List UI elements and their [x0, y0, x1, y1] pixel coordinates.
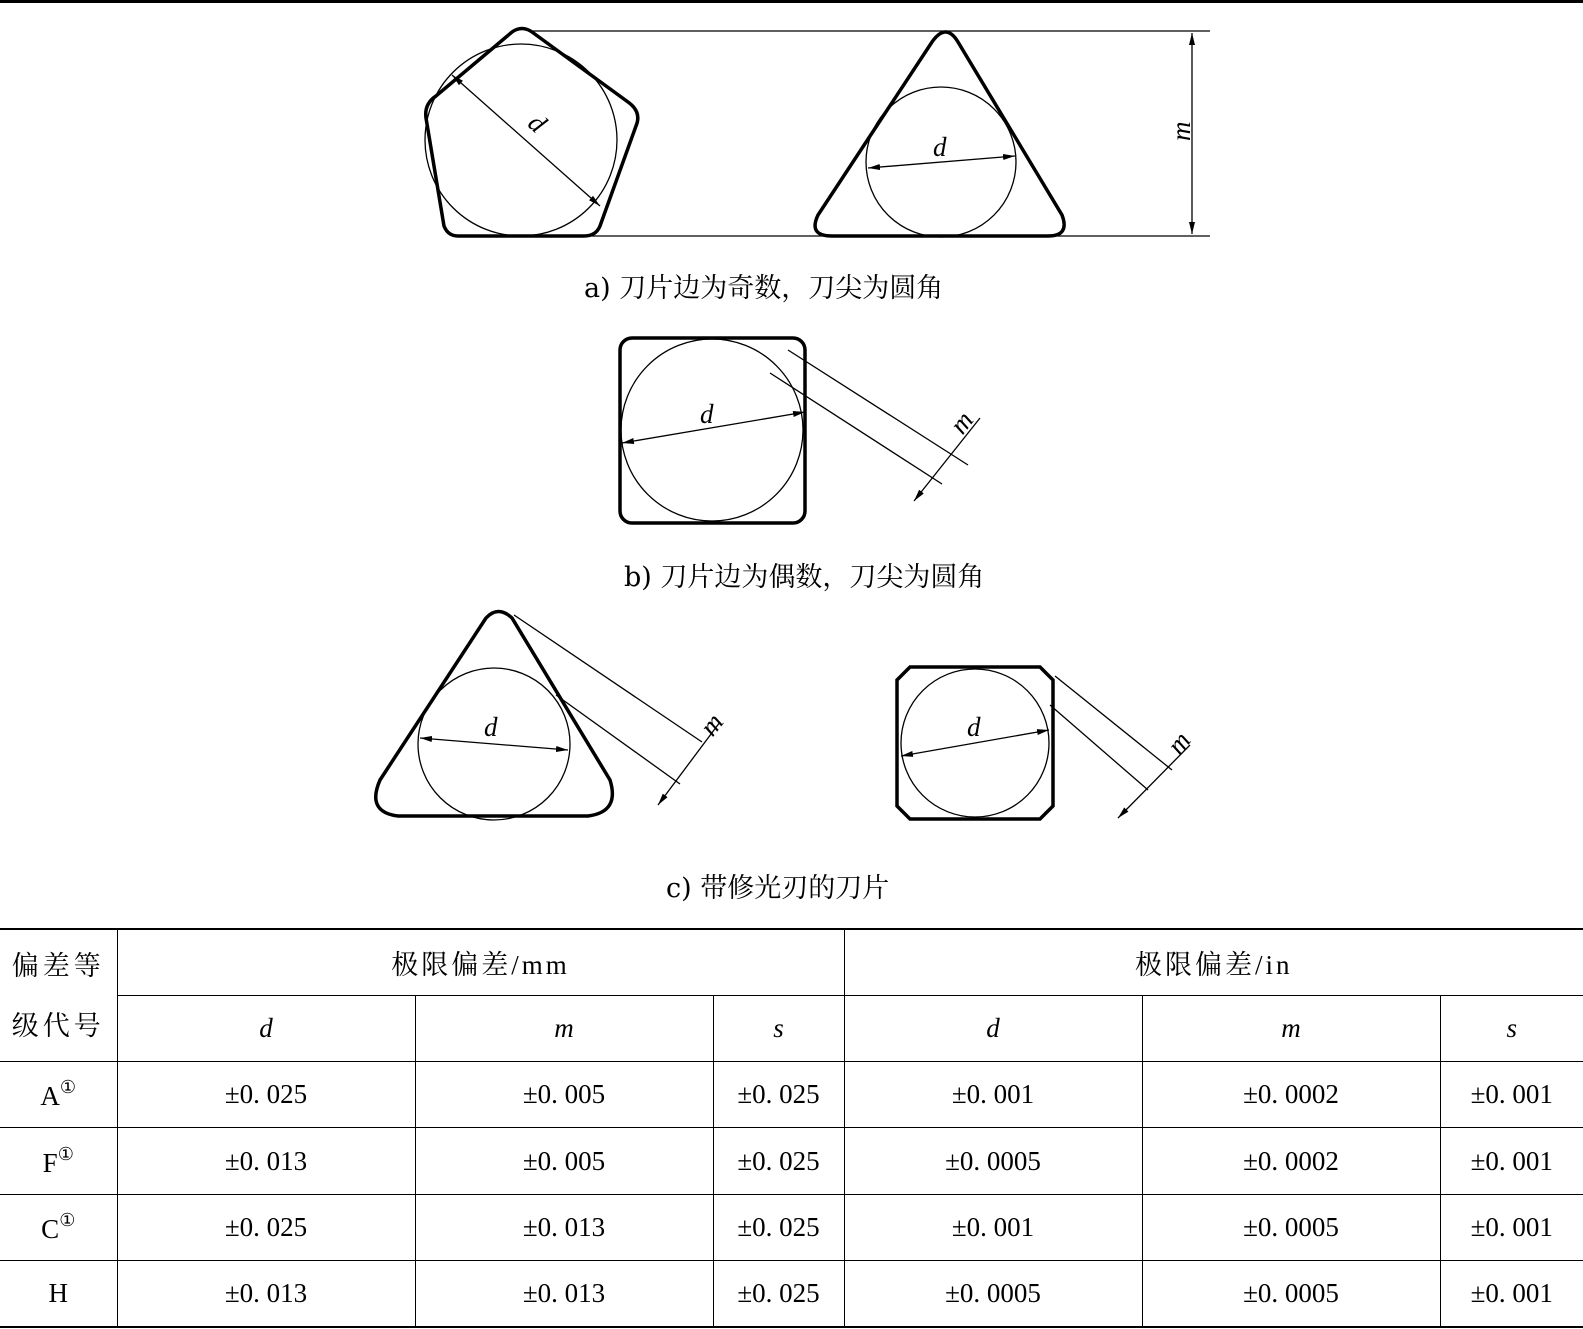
value-cell: ±0. 0005 [844, 1128, 1142, 1194]
triangle-insert-a [815, 32, 1064, 237]
value-cell: ±0. 013 [415, 1194, 713, 1260]
m-label-b: m [943, 405, 980, 440]
col-header-m-in: m [1142, 995, 1440, 1061]
caption-a: a) 刀片边为奇数，刀尖为圆角 [584, 273, 944, 304]
table-row [0, 1062, 1583, 1128]
col-header-d-mm: d [117, 995, 415, 1061]
grade-cell [0, 1194, 117, 1260]
m-label-c1: m [693, 707, 730, 742]
triangle-c-d-label: d [484, 712, 498, 742]
grade-code: A [40, 1081, 60, 1112]
grade-cell [0, 1128, 117, 1194]
square-insert-c [897, 667, 1053, 819]
grade-code: C [41, 1213, 60, 1244]
value-cell: ±0. 001 [1440, 1128, 1583, 1194]
tolerance-table [0, 928, 1583, 1328]
grade-cell [0, 1062, 117, 1128]
caption-c: c) 带修光刃的刀片 [666, 873, 890, 904]
col-header-s-in: s [1440, 995, 1583, 1061]
value-cell: ±0. 025 [117, 1194, 415, 1260]
col-header-d-in: d [844, 995, 1142, 1061]
table-row [0, 1194, 1583, 1260]
m-label-a: m [1166, 121, 1196, 141]
value-cell: ±0. 0005 [1142, 1194, 1440, 1260]
value-cell: ±0. 025 [713, 1194, 844, 1260]
m-dimension-c2 [1050, 676, 1196, 818]
value-cell: ±0. 005 [415, 1128, 713, 1194]
value-cell: ±0. 001 [1440, 1261, 1583, 1327]
col-header-s-mm: s [713, 995, 844, 1061]
square-d-dimension [622, 412, 805, 443]
square-insert [620, 338, 805, 523]
footnote-mark: ① [59, 1209, 76, 1230]
footnote-mark: ① [57, 1143, 74, 1164]
value-cell: ±0. 025 [713, 1261, 844, 1327]
grade-header-line1: 偏差等 [11, 950, 105, 981]
pentagon-d-dimension [452, 75, 600, 206]
m-dimension-b [770, 350, 980, 501]
pentagon-d-label: d [522, 107, 553, 139]
m-dimension-a [470, 31, 1210, 236]
value-cell: ±0. 0005 [1142, 1261, 1440, 1327]
grade-header-line2: 级代号 [11, 1010, 105, 1041]
grade-code: F [42, 1147, 58, 1178]
value-cell: ±0. 0002 [1142, 1128, 1440, 1194]
table-row [0, 1261, 1583, 1327]
group-header-mm: 极限偏差/mm [117, 929, 844, 995]
pentagon-insert [425, 29, 638, 237]
grade-header [0, 929, 117, 1062]
value-cell: ±0. 025 [713, 1062, 844, 1128]
m-label-c2: m [1160, 725, 1197, 760]
value-cell: ±0. 013 [117, 1261, 415, 1327]
table-header-row [0, 929, 1583, 995]
grade-code: H [48, 1278, 68, 1309]
triangle-a-d-label: d [933, 132, 947, 162]
value-cell: ±0. 013 [415, 1261, 713, 1327]
square-d-label: d [700, 399, 714, 429]
value-cell: ±0. 0002 [1142, 1062, 1440, 1128]
value-cell: ±0. 0005 [844, 1261, 1142, 1327]
value-cell: ±0. 001 [1440, 1062, 1583, 1128]
footnote-mark: ① [59, 1077, 77, 1098]
value-cell: ±0. 001 [1440, 1194, 1583, 1260]
grade-cell [0, 1261, 117, 1327]
table-subheader-row [0, 995, 1583, 1061]
value-cell: ±0. 013 [117, 1128, 415, 1194]
table-row [0, 1128, 1583, 1194]
value-cell: ±0. 001 [844, 1194, 1142, 1260]
triangle-insert-c [376, 612, 613, 821]
m-dimension-c1 [514, 615, 729, 805]
value-cell: ±0. 001 [844, 1062, 1142, 1128]
value-cell: ±0. 025 [117, 1062, 415, 1128]
value-cell: ±0. 025 [713, 1128, 844, 1194]
group-header-in: 极限偏差/in [844, 929, 1583, 995]
col-header-m-mm: m [415, 995, 713, 1061]
value-cell: ±0. 005 [415, 1062, 713, 1128]
caption-b: b) 刀片边为偶数，刀尖为圆角 [624, 562, 985, 593]
square-c-d-label: d [967, 712, 981, 742]
